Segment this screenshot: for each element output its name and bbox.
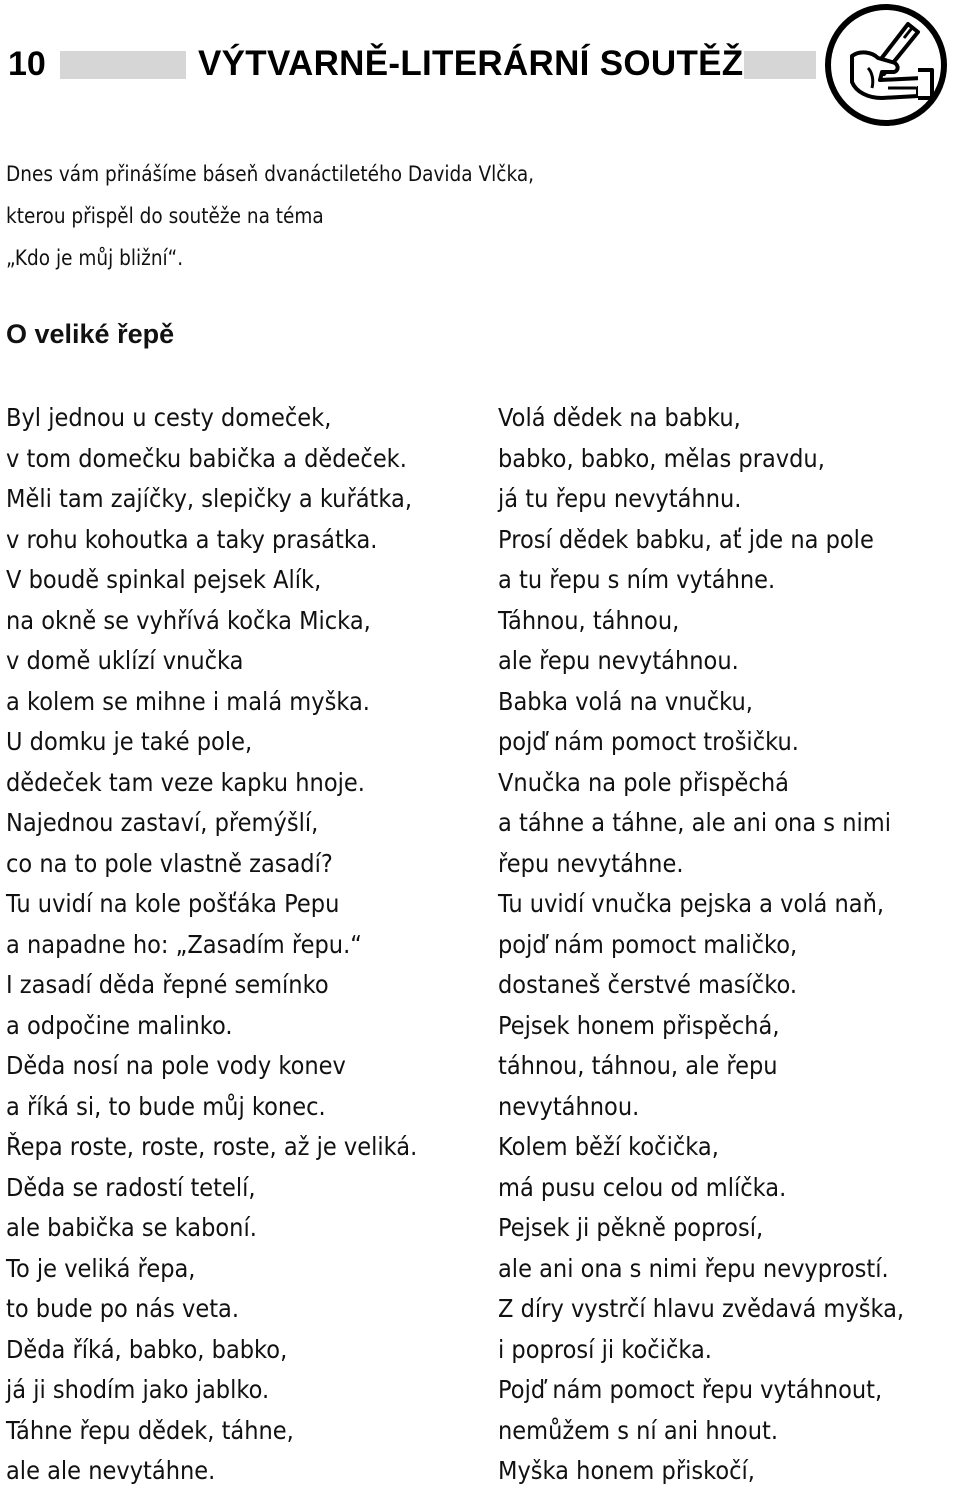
poem-line: to bude po nás veta. — [6, 1294, 240, 1323]
poem-line: a tu řepu s ním vytáhne. — [498, 565, 776, 594]
poem-line: Táhne řepu dědek, táhne, — [6, 1415, 294, 1445]
poem-line: Děda nosí na pole vody konev — [6, 1051, 346, 1080]
poem-line: má pusu celou od mlíčka. — [498, 1172, 787, 1202]
poem-line: i poprosí ji kočička. — [498, 1334, 712, 1364]
poem-line: Tu uvidí na kole pošťáka Pepu — [6, 889, 340, 918]
poem-line: dostaneš čerstvé masíčko. — [498, 970, 798, 999]
poem-line: Pejsek ji pěkně poprosí, — [498, 1213, 764, 1242]
poem-line: táhnou, táhnou, ale řepu — [498, 1051, 778, 1080]
poem-line: v rohu kohoutka a taky prasátka. — [6, 524, 378, 554]
section-title: VÝTVARNĚ-LITERÁRNÍ SOUTĚŽ — [198, 44, 744, 83]
poem-left-column — [6, 398, 417, 1492]
poem-line: na okně se vyhřívá kočka Micka, — [6, 605, 371, 635]
poem-line: a odpočine malinko. — [6, 1010, 233, 1040]
poem-line: Táhnou, táhnou, — [498, 605, 680, 635]
poem-line: Prosí dědek babku, ať jde na pole — [498, 524, 874, 554]
poem-right-column — [498, 398, 904, 1492]
poem-line: Babka volá na vnučku, — [498, 686, 753, 716]
poem-line: ale ani ona s nimi řepu nevyprostí. — [498, 1253, 889, 1283]
poem-line: co na to pole vlastně zasadí? — [6, 848, 333, 878]
poem-line: ale ale nevytáhne. — [6, 1456, 216, 1485]
poem-line: ale řepu nevytáhnou. — [498, 646, 739, 675]
poem-line: Děda říká, babko, babko, — [6, 1334, 288, 1364]
poem-line: v tom domečku babička a dědeček. — [6, 443, 407, 473]
poem-line: já ji shodím jako jablko. — [6, 1375, 270, 1404]
poem-line: babko, babko, mělas pravdu, — [498, 443, 825, 473]
poem-line: dědeček tam veze kapku hnoje. — [6, 767, 365, 797]
poem-line: nevytáhnou. — [498, 1091, 640, 1121]
poem-line: a napadne ho: „Zasadím řepu.“ — [6, 929, 362, 959]
poem-line: a říká si, to bude můj konec. — [6, 1091, 326, 1121]
header-bar-left — [60, 51, 186, 79]
intro-line: Dnes vám přinášíme báseň dvanáctiletého Davida Vlčka, — [6, 162, 535, 187]
page-number: 10 — [8, 45, 46, 83]
poem-line: Byl jednou u cesty domeček, — [6, 403, 332, 432]
poem-line: Najednou zastaví, přemýšlí, — [6, 808, 319, 837]
poem-line: Pojď nám pomoct řepu vytáhnout, — [498, 1375, 883, 1404]
poem-line: Vnučka na pole přispěchá — [498, 767, 789, 797]
poem-line: To je veliká řepa, — [6, 1253, 196, 1283]
poem-line: pojď nám pomoct trošičku. — [498, 727, 799, 756]
poem-line: U domku je také pole, — [6, 727, 253, 756]
poem-line: Volá dědek na babku, — [498, 403, 741, 432]
intro-text — [6, 154, 535, 280]
intro-line: kterou přispěl do soutěže na téma — [6, 204, 324, 229]
poem-line: V boudě spinkal pejsek Alík, — [6, 565, 322, 594]
intro-line: „Kdo je můj bližní“. — [6, 246, 184, 271]
poem-line: pojď nám pomoct maličko, — [498, 929, 798, 959]
page-header — [0, 0, 960, 130]
poem-line: v domě uklízí vnučka — [6, 646, 244, 675]
poem-line: Pejsek honem přispěchá, — [498, 1010, 780, 1040]
poem-line: Řepa roste, roste, roste, až je veliká. — [6, 1132, 418, 1161]
poem-line: Děda se radostí tetelí, — [6, 1172, 256, 1202]
poem-line: Z díry vystrčí hlavu zvědavá myška, — [498, 1294, 905, 1323]
poem-line: ale babička se kaboní. — [6, 1213, 257, 1242]
hand-writing-pen-icon — [822, 2, 950, 128]
poem-line: Tu uvidí vnučka pejska a volá naň, — [498, 889, 885, 918]
poem-line: a táhne a táhne, ale ani ona s nimi — [498, 808, 891, 837]
poem-line: já tu řepu nevytáhnu. — [498, 484, 742, 513]
poem-title: O veliké řepě — [6, 319, 175, 349]
poem-line: Myška honem přiskočí, — [498, 1456, 755, 1485]
poem-line: I zasadí děda řepné semínko — [6, 970, 329, 999]
poem-line: nemůžem s ní ani hnout. — [498, 1415, 779, 1445]
poem-line: Kolem běží kočička, — [498, 1132, 719, 1161]
poem-line: Měli tam zajíčky, slepičky a kuřátka, — [6, 484, 413, 513]
poem-line: řepu nevytáhne. — [498, 848, 684, 878]
poem-line: a kolem se mihne i malá myška. — [6, 686, 370, 716]
header-bar-right — [744, 51, 816, 79]
